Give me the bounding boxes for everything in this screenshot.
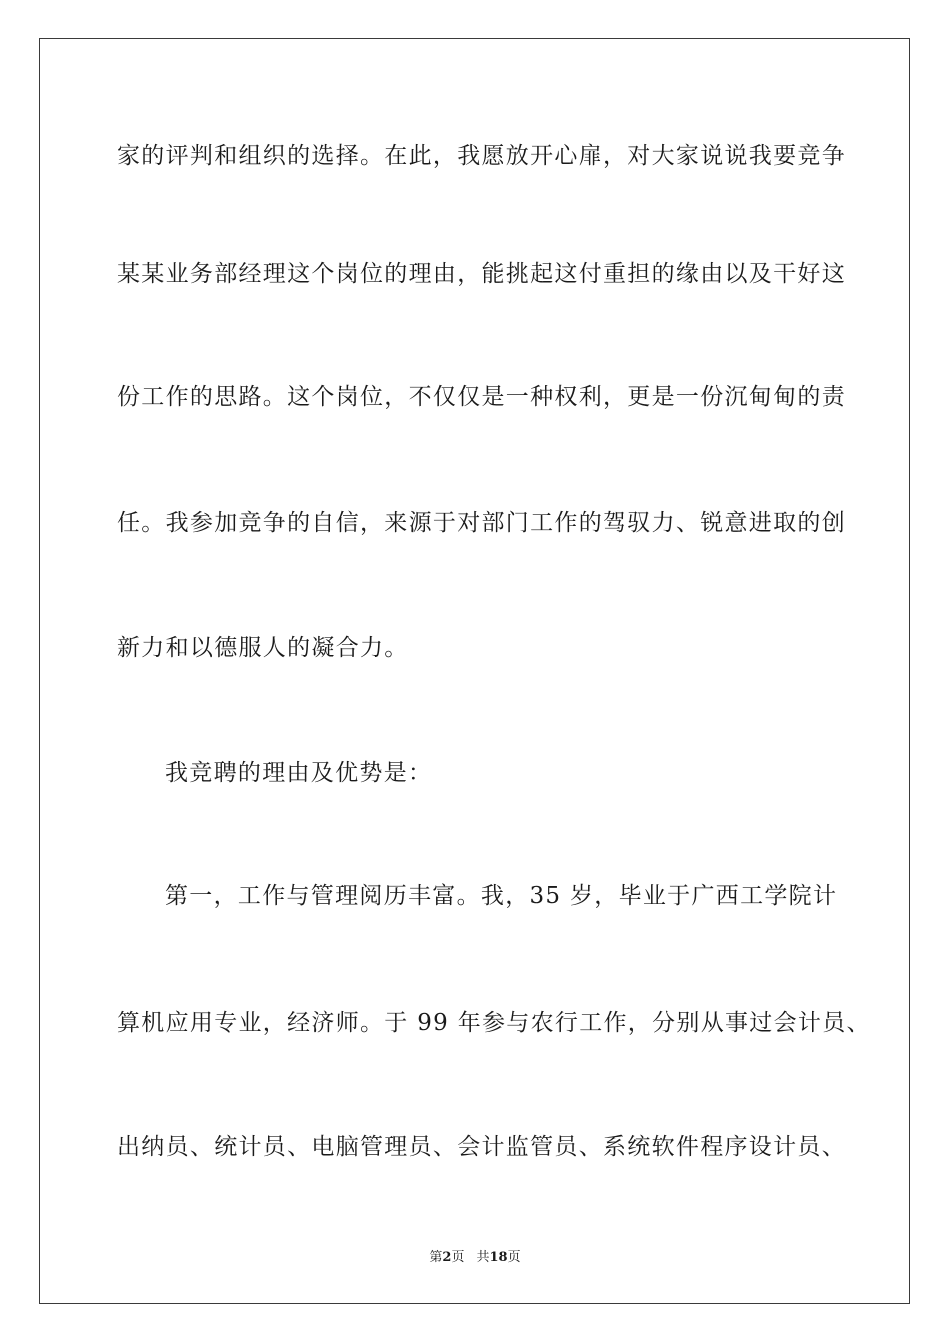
footer-total-prefix: 共 bbox=[476, 1250, 490, 1265]
body-line-4: 任。我参加竞争的自信，来源于对部门工作的驾驭力、锐意进取的创 bbox=[117, 510, 846, 536]
section-heading: 我竞聘的理由及优势是： bbox=[165, 760, 433, 786]
footer-page-number: 2 bbox=[442, 1250, 452, 1265]
page-footer bbox=[0, 1246, 950, 1265]
body-line-8: 算机应用专业，经济师。于 99 年参与农行工作，分别从事过会计员、 bbox=[117, 1010, 871, 1036]
body-line-7: 第一，工作与管理阅历丰富。我，35 岁，毕业于广西工学院计 bbox=[165, 883, 838, 909]
body-line-2: 某某业务部经理这个岗位的理由，能挑起这付重担的缘由以及干好这 bbox=[117, 261, 846, 287]
footer-total-pages: 18 bbox=[489, 1250, 508, 1265]
footer-total-suffix: 页 bbox=[507, 1250, 521, 1265]
page-border bbox=[39, 38, 910, 1304]
body-line-1: 家的评判和组织的选择。在此，我愿放开心扉，对大家说说我要竞争 bbox=[117, 143, 846, 169]
body-line-5: 新力和以德服人的凝合力。 bbox=[117, 635, 409, 661]
body-line-9: 出纳员、统计员、电脑管理员、会计监管员、系统软件程序设计员、 bbox=[117, 1134, 846, 1160]
body-line-3: 份工作的思路。这个岗位，不仅仅是一种权利，更是一份沉甸甸的责 bbox=[117, 384, 846, 410]
footer-page-suffix: 页 bbox=[451, 1250, 465, 1265]
footer-page-prefix: 第 bbox=[429, 1250, 443, 1265]
